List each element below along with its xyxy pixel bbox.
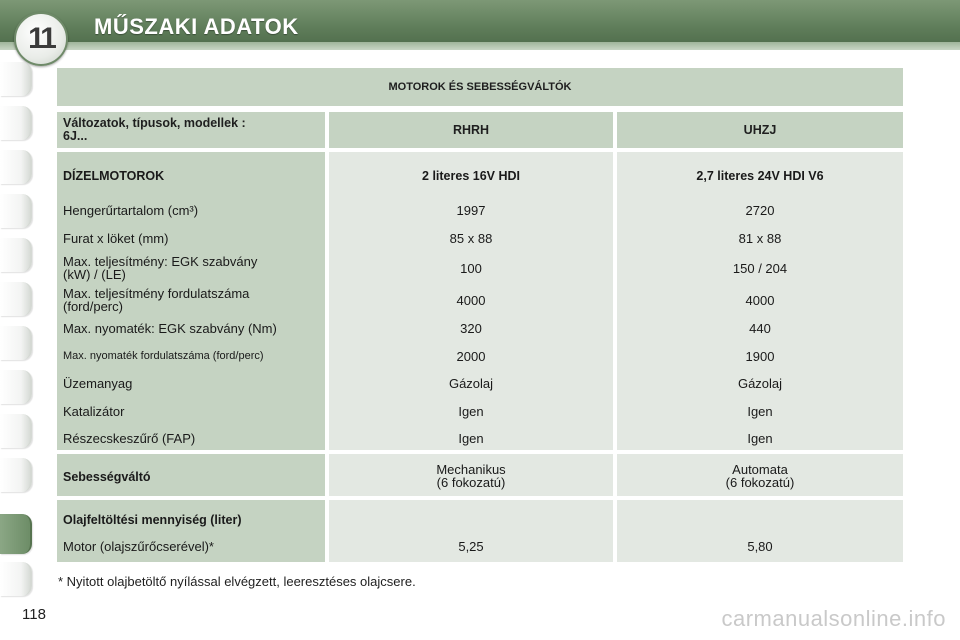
col1-engine: 2 literes 16V HDI — [422, 169, 520, 183]
row-value-col1: 320 — [460, 321, 482, 336]
oil-sub-label: Motor (olajszűrőcserével)* — [63, 539, 214, 554]
oil-col1-value: 5,25 — [458, 539, 484, 554]
chapter-tab[interactable] — [0, 562, 32, 596]
row-value-col2: Igen — [747, 404, 773, 419]
row-value-col1: 4000 — [456, 293, 486, 308]
row-value-col1: Igen — [458, 404, 484, 419]
chapter-tab[interactable] — [0, 106, 32, 140]
gearbox-col1-line2: (6 fokozatú) — [436, 475, 506, 490]
footnote: * Nyitott olajbetöltő nyílással elvégzett, leeresztéses olajcsere. — [58, 574, 416, 589]
col2-code-cell: UHZJ — [617, 112, 903, 148]
chapter-tab[interactable] — [0, 282, 32, 316]
row-value-col1: 100 — [460, 261, 482, 276]
row-value-col2: Gázolaj — [737, 376, 783, 391]
chapter-number: 11 — [28, 22, 54, 55]
row-label-line1: Max. teljesítmény fordulatszáma — [63, 286, 250, 301]
row-label — [63, 287, 249, 313]
chapter-tab[interactable] — [0, 150, 32, 184]
chapter-tab[interactable] — [0, 326, 32, 360]
chapter-tab[interactable] — [0, 370, 32, 404]
gearbox-col2-line1: Automata — [732, 462, 788, 477]
row-label: Hengerűrtartalom (cm³) — [63, 203, 199, 218]
row-label: Katalizátor — [63, 404, 125, 419]
gearbox-label: Sebességváltó — [63, 470, 151, 484]
chapter-tab-active[interactable] — [0, 514, 32, 554]
page-title: MŰSZAKI ADATOK — [94, 14, 299, 39]
row-value-col2: 440 — [749, 321, 771, 336]
gearbox-col1-value — [329, 463, 613, 489]
row-value-col2: 81 x 88 — [738, 231, 782, 246]
row-label: Részecskeszűrő (FAP) — [63, 431, 196, 446]
row-value-col1: 85 x 88 — [449, 231, 493, 246]
col2-engine: 2,7 literes 24V HDI V6 — [696, 169, 824, 183]
row-label-line2: (ford/perc) — [63, 299, 123, 314]
row-value-col1: Igen — [458, 431, 484, 446]
chapter-tab[interactable] — [0, 414, 32, 448]
chapter-tab[interactable] — [0, 62, 32, 96]
variants-label-cell — [57, 112, 325, 148]
page-number: 118 — [22, 606, 46, 623]
row-value-col1: 2000 — [456, 349, 486, 364]
variants-label-line2: 6J... — [63, 129, 88, 143]
row-value-col2: 150 / 204 — [732, 261, 788, 276]
oil-label: Olajfeltöltési mennyiség (liter) — [63, 513, 242, 527]
row-value-col2: Igen — [747, 431, 773, 446]
oil-col2-value: 5,80 — [747, 539, 773, 554]
row-value-col2: 1900 — [745, 349, 775, 364]
table-caption: MOTOROK ÉS SEBESSÉGVÁLTÓK — [57, 68, 903, 106]
row-label-line2: (kW) / (LE) — [63, 267, 126, 282]
row-label: Max. nyomaték: EGK szabvány (Nm) — [63, 321, 277, 336]
row-label: Furat x löket (mm) — [63, 231, 169, 246]
row-value-col1: 1997 — [456, 203, 486, 218]
row-label — [63, 255, 257, 281]
diesel-section-label: DÍZELMOTOROK — [63, 169, 165, 183]
gearbox-col2-value — [617, 463, 903, 489]
row-value-col1: Gázolaj — [448, 376, 494, 391]
chapter-tab[interactable] — [0, 458, 32, 492]
chapter-tab[interactable] — [0, 194, 32, 228]
chapter-badge — [14, 12, 68, 66]
row-label: Üzemanyag — [63, 376, 133, 391]
gearbox-col2-line2: (6 fokozatú) — [725, 475, 795, 490]
variants-label-line1: Változatok, típusok, modellek : — [63, 116, 246, 130]
row-value-col2: 4000 — [745, 293, 775, 308]
gearbox-col1-line1: Mechanikus — [436, 462, 506, 477]
watermark: carmanualsonline.info — [721, 606, 946, 631]
row-value-col2: 2720 — [745, 203, 775, 218]
row-label-line1: Max. teljesítmény: EGK szabvány — [63, 254, 258, 269]
header-stripe — [0, 42, 960, 50]
col1-code-cell: RHRH — [329, 112, 613, 148]
chapter-tab[interactable] — [0, 238, 32, 272]
row-label: Max. nyomaték fordulatszáma (ford/perc) — [63, 350, 264, 362]
